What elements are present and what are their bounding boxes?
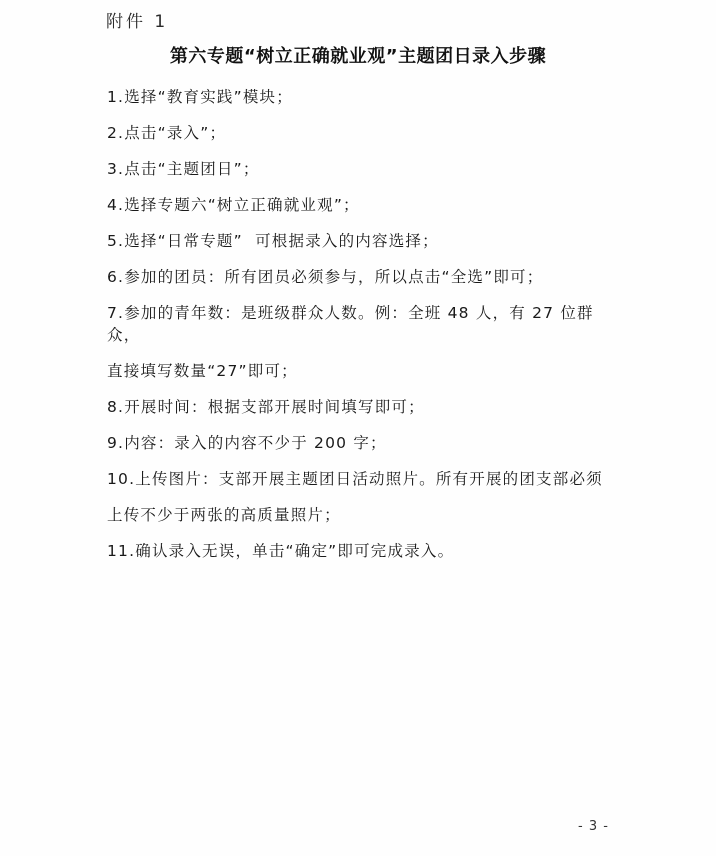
- step-7-line-2: 直接填写数量“27”即可；: [107, 362, 298, 380]
- step-6: 6.参加的团员：所有团员必须参与，所以点击“全选”即可；: [107, 268, 544, 286]
- step-4: 4.选择专题六“树立正确就业观”；: [107, 196, 360, 214]
- step-1: 1.选择“教育实践”模块；: [107, 88, 293, 106]
- page-number: - 3 -: [578, 819, 609, 834]
- step-11: 11.确认录入无误，单击“确定”即可完成录入。: [107, 542, 455, 560]
- step-10-line-1: 10.上传图片：支部开展主题团日活动照片。所有开展的团支部必须: [107, 470, 603, 488]
- step-7-line-1: 7.参加的青年数：是班级群众人数。例：全班 48 人，有 27 位群众，: [107, 304, 594, 344]
- steps-list: [107, 86, 607, 576]
- document-title: 第六专题“树立正确就业观”主题团日录入步骤: [169, 46, 547, 67]
- step-5: 5.选择“日常专题” 可根据录入的内容选择；: [107, 232, 439, 250]
- step-10-line-2: 上传不少于两张的高质量照片；: [107, 506, 341, 524]
- step-9: 9.内容：录入的内容不少于 200 字；: [107, 434, 387, 452]
- attachment-label: 附件 1: [106, 12, 169, 32]
- step-3: 3.点击“主题团日”；: [107, 160, 260, 178]
- step-8: 8.开展时间：根据支部开展时间填写即可；: [107, 398, 425, 416]
- step-2: 2.点击“录入”；: [107, 124, 227, 142]
